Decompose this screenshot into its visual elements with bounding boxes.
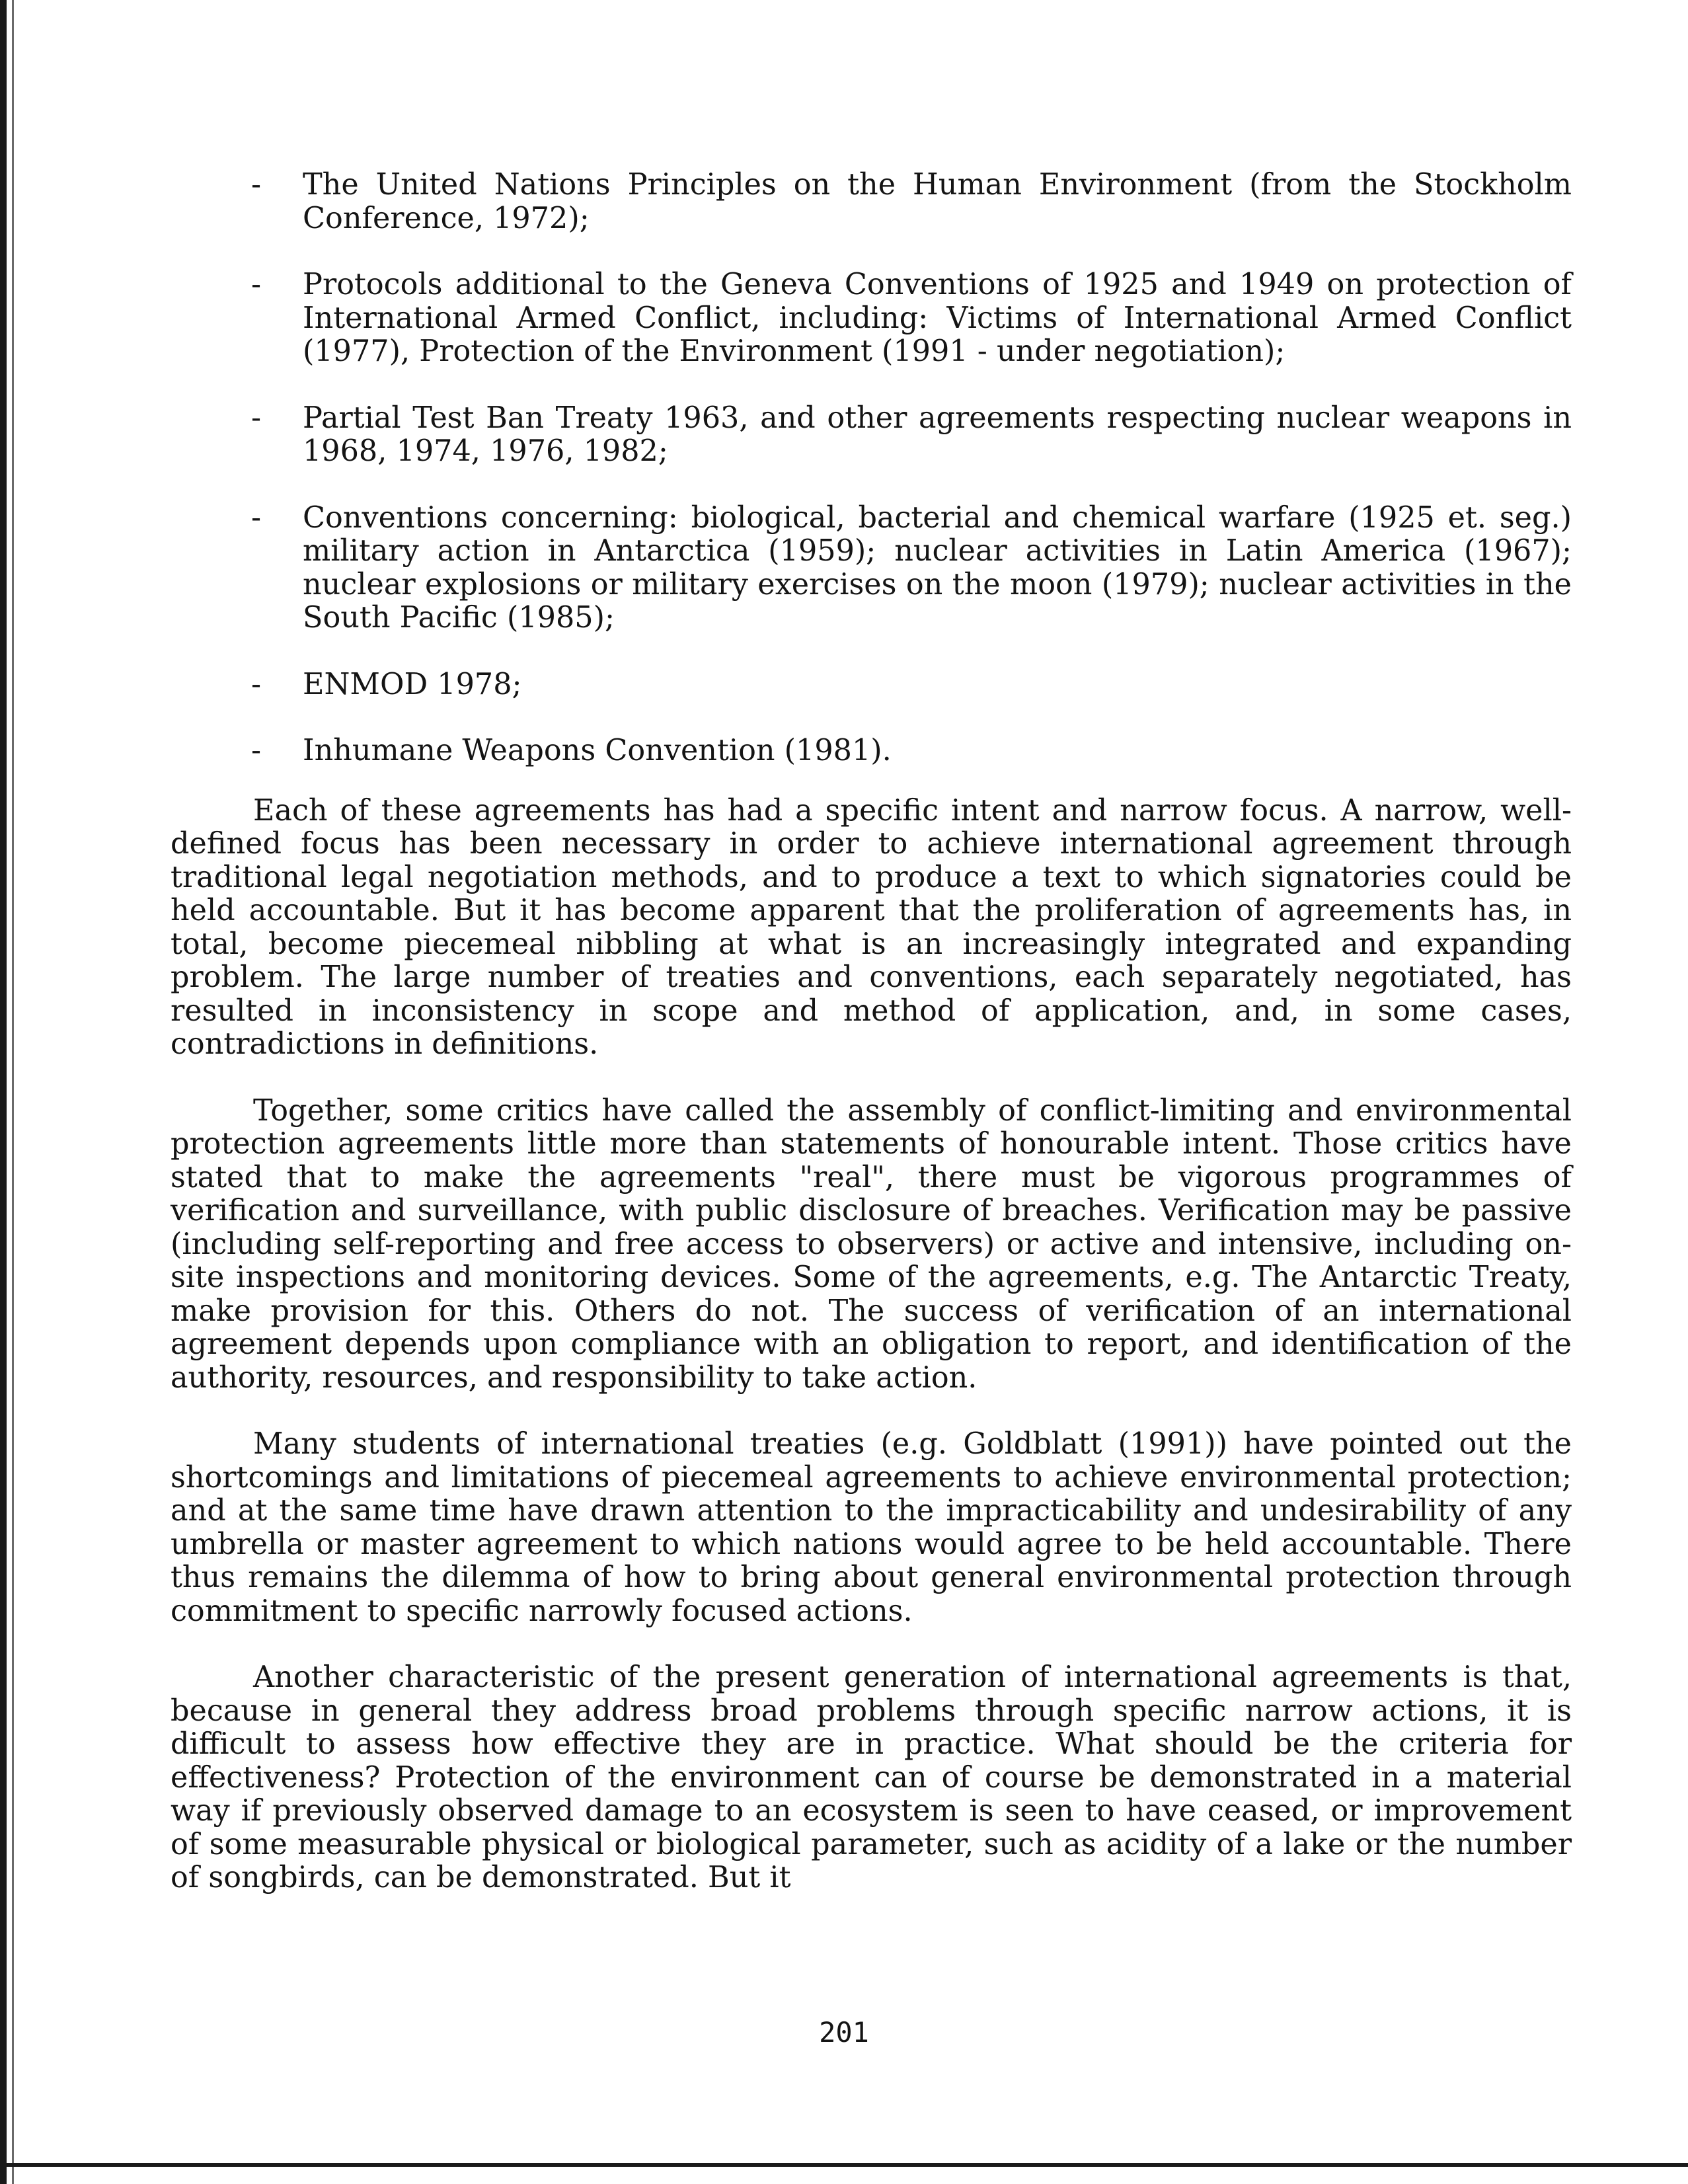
- list-dash: -: [251, 667, 262, 701]
- body-paragraph: Each of these agreements has had a specific intent and narrow focus. A narrow, well-defined focus has been necessary in order to achieve international agreement through traditional legal negotiation methods, and to produce a text to which signatories could be held accountable. But it has become apparent that the proliferation of agreements has, in total, become piecemeal nibbling at what is an increasingly integrated and expanding problem. The large number of treaties and conventions, each separately negotiated, has resulted in inconsistency in scope and method of application, and, in some cases, contradictions in definitions.: [171, 793, 1572, 1061]
- list-item: [171, 668, 1572, 702]
- bottom-edge: [0, 2163, 1688, 2167]
- list-item-text: Inhumane Weapons Convention (1981).: [303, 734, 892, 767]
- body-paragraph: Many students of international treaties (e.g. Goldblatt (1991)) have pointed out the shortcomings and limitations of piecemeal agreements to achieve environmental protection; and at the same time have drawn attention to the impracticability and undesirability of any umbrella or master agreement to which nations would agree to be held accountable. There thus remains the dilemma of how to bring about general environmental protection through commitment to specific narrowly focused actions.: [171, 1427, 1572, 1628]
- list-item: [171, 268, 1572, 369]
- list-dash: -: [251, 168, 262, 202]
- list-dash: -: [251, 401, 262, 435]
- list-item-text: Partial Test Ban Treaty 1963, and other agreements respecting nuclear weapons in 1968, 1974, 1976, 1982;: [303, 401, 1572, 468]
- list-dash: -: [251, 268, 262, 301]
- page-number: 201: [819, 2016, 869, 2048]
- body-paragraph: Together, some critics have called the assembly of conflict-limiting and environmental protection agreements little more than statements of honourable intent. Those critics have stated that to make the agreements "real", there must be vigorous programmes of verification and surveillance, with public disclosure of breaches. Verification may be passive (including self-reporting and free access to observers) or active and intensive, including on-site inspections and monitoring devices. Some of the agreements, e.g. The Antarctic Treaty, make provision for this. Others do not. The success of verification of an international agreement depends upon compliance with an obligation to report, and identification of the authority, resources, and responsibility to take action.: [171, 1093, 1572, 1395]
- page-body: [171, 169, 1572, 1895]
- list-item: [171, 502, 1572, 635]
- binding-edge: [0, 0, 7, 2184]
- list-item-text: Conventions concerning: biological, bacterial and chemical warfare (1925 et. seg.) military action in Antarctica (1959); nuclear activities in Latin America (1967); nuclear explosions or military exercises on the moon (1979); nuclear activities in the South Pacific (1985);: [303, 500, 1572, 635]
- binding-edge-inner: [12, 0, 14, 2184]
- list-item: [171, 734, 1572, 768]
- list-dash: -: [251, 734, 262, 767]
- agreement-list: [171, 169, 1572, 768]
- list-item-text: ENMOD 1978;: [303, 667, 522, 701]
- list-item: [171, 402, 1572, 469]
- body-paragraph: Another characteristic of the present generation of international agreements is that, because in general they address broad problems through specific narrow actions, it is difficult to assess how effective they are in practice. What should be the criteria for effectiveness? Protection of the environment can of course be demonstrated in a material way if previously observed damage to an ecosystem is seen to have ceased, or improvement of some measurable physical or biological parameter, such as acidity of a lake or the number of songbirds, can be demonstrated. But it: [171, 1660, 1572, 1894]
- list-dash: -: [251, 500, 262, 535]
- list-item-text: The United Nations Principles on the Human Environment (from the Stockholm Conference, 1972);: [303, 168, 1572, 235]
- list-item-text: Protocols additional to the Geneva Conventions of 1925 and 1949 on protection of International Armed Conflict, including: Victims of International Armed Conflict (1977), Protection of the Environment (1991 - under negotiation);: [303, 268, 1572, 368]
- list-item: [171, 169, 1572, 235]
